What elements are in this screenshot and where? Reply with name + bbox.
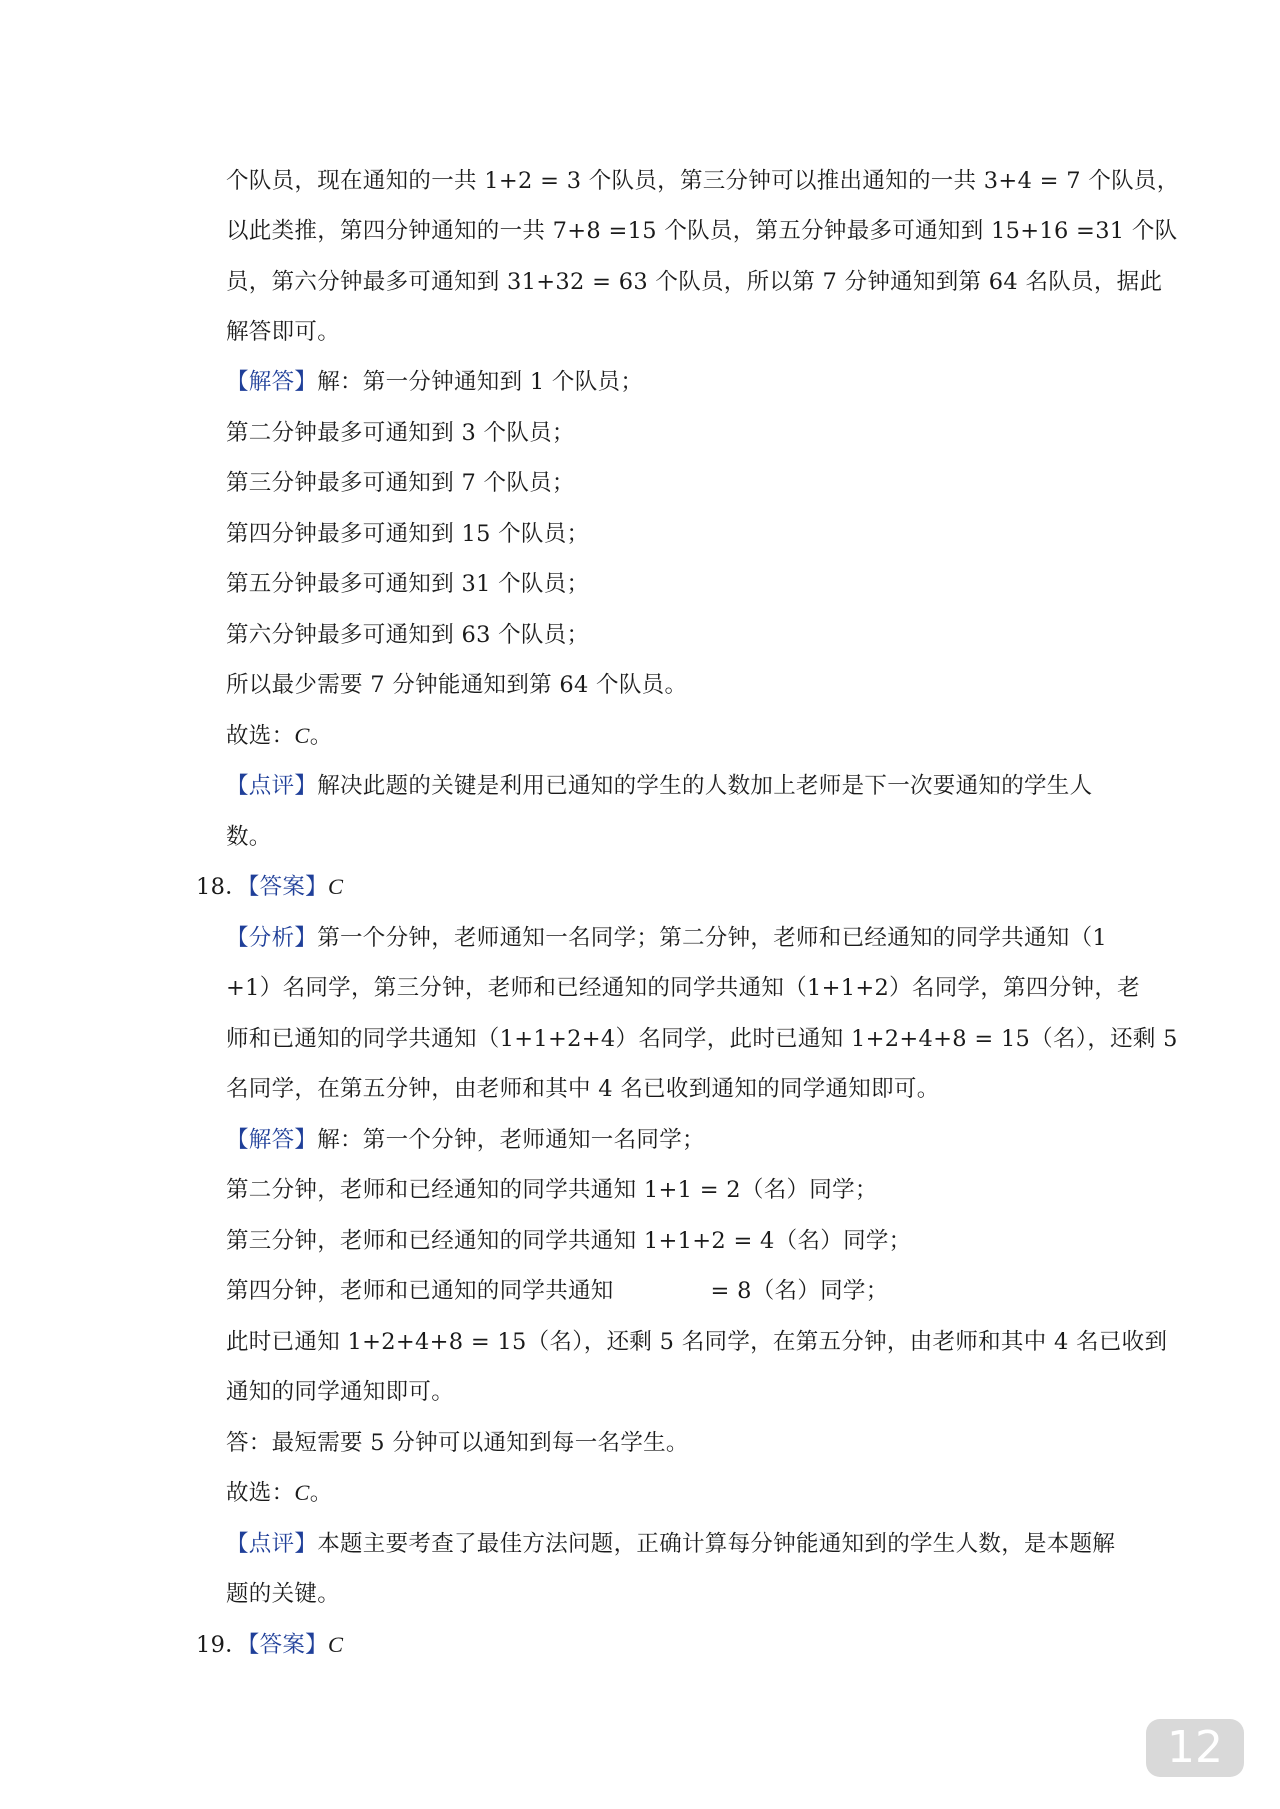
question-number: 18． [196, 874, 249, 900]
solution-step: 通知的同学通知即可。 [226, 1379, 455, 1405]
question-19-header [196, 1629, 1076, 1661]
solution-line [226, 1124, 1106, 1156]
review-line [226, 1528, 1116, 1560]
analysis-line: 以此类推，第四分钟通知的一共 7+8 =15 个队员，第五分钟最多可通知到 15+16 =31 个队 [226, 218, 1178, 244]
solution-step: 第二分钟最多可通知到 3 个队员； [226, 420, 575, 446]
page-number-badge: 12 [1146, 1719, 1244, 1777]
review-tag: 【点评】 [226, 1531, 318, 1557]
review-tag: 【点评】 [226, 773, 318, 799]
analysis-text: 第一个分钟，老师通知一名同学；第二分钟，老师和已经通知的同学共通知（1 [317, 925, 1108, 951]
answer-tag: 【答案】 [248, 1632, 328, 1658]
solution-tag: 【解答】 [226, 369, 318, 395]
question-number: 19． [196, 1632, 249, 1658]
analysis-line: 师和已通知的同学共通知（1+1+2+4）名同学，此时已通知 1+2+4+8 = 15（名），还剩 5 [226, 1026, 1178, 1052]
review-text: 解决此题的关键是利用已通知的学生的人数加上老师是下一次要通知的学生人 [317, 773, 1093, 799]
solution-step: 第五分钟最多可通知到 31 个队员； [226, 571, 590, 597]
analysis-line: 名同学，在第五分钟，由老师和其中 4 名已收到通知的同学通知即可。 [226, 1076, 940, 1102]
solution-step: 此时已通知 1+2+4+8 = 15（名），还剩 5 名同学，在第五分钟，由老师和其中 4 名已收到 [226, 1329, 1168, 1355]
obscured-expression [621, 1281, 703, 1303]
step-suffix: = 8（名）同学； [710, 1278, 889, 1304]
analysis-tag: 【分析】 [226, 925, 318, 951]
review-line: 题的关键。 [226, 1581, 341, 1607]
choice-prefix: 故选： [226, 723, 295, 749]
choice-letter: C [294, 1480, 310, 1505]
question-18-header [196, 871, 1076, 903]
review-line: 数。 [226, 824, 272, 850]
solution-line [226, 366, 1106, 398]
solution-tag: 【解答】 [226, 1127, 318, 1153]
choice-suffix: 。 [309, 1480, 333, 1506]
solution-step: 第四分钟最多可通知到 15 个队员； [226, 521, 590, 547]
answer-letter: C [327, 874, 344, 899]
choice-letter: C [294, 723, 310, 748]
solution-step: 第三分钟，老师和已经通知的同学共通知 1+1+2 = 4（名）同学； [226, 1228, 912, 1254]
analysis-line: 个队员，现在通知的一共 1+2 = 3 个队员，第三分钟可以推出通知的一共 3+4 = 7 个队员， [226, 168, 1180, 194]
solution-step: 第三分钟最多可通知到 7 个队员； [226, 470, 575, 496]
choice-line [226, 720, 1106, 752]
solution-step: 第六分钟最多可通知到 63 个队员； [226, 622, 590, 648]
analysis-line: 解答即可。 [226, 319, 341, 345]
solution-step: 第二分钟，老师和已经通知的同学共通知 1+1 = 2（名）同学； [226, 1177, 878, 1203]
solution-text: 解：第一分钟通知到 1 个队员； [317, 369, 644, 395]
analysis-line: 员，第六分钟最多可通知到 31+32 = 63 个队员，所以第 7 分钟通知到第 64 名队员，据此 [226, 269, 1163, 295]
choice-line [226, 1477, 1106, 1509]
answer-statement: 答：最短需要 5 分钟可以通知到每一名学生。 [226, 1430, 689, 1456]
choice-prefix: 故选： [226, 1480, 295, 1506]
answer-tag: 【答案】 [248, 874, 328, 900]
solution-text: 解：第一个分钟，老师通知一名同学； [317, 1127, 705, 1153]
analysis-line: +1）名同学，第三分钟，老师和已经通知的同学共通知（1+1+2）名同学，第四分钟，老 [226, 975, 1140, 1001]
analysis-line [226, 922, 1106, 954]
solution-step: 所以最少需要 7 分钟能通知到第 64 个队员。 [226, 672, 688, 698]
step-prefix: 第四分钟，老师和已通知的同学共通知 [226, 1278, 614, 1304]
solution-step [226, 1275, 1106, 1307]
review-text: 本题主要考查了最佳方法问题，正确计算每分钟能通知到的学生人数，是本题解 [317, 1531, 1116, 1557]
choice-suffix: 。 [309, 723, 333, 749]
answer-letter: C [327, 1632, 344, 1657]
review-line [226, 770, 1106, 802]
